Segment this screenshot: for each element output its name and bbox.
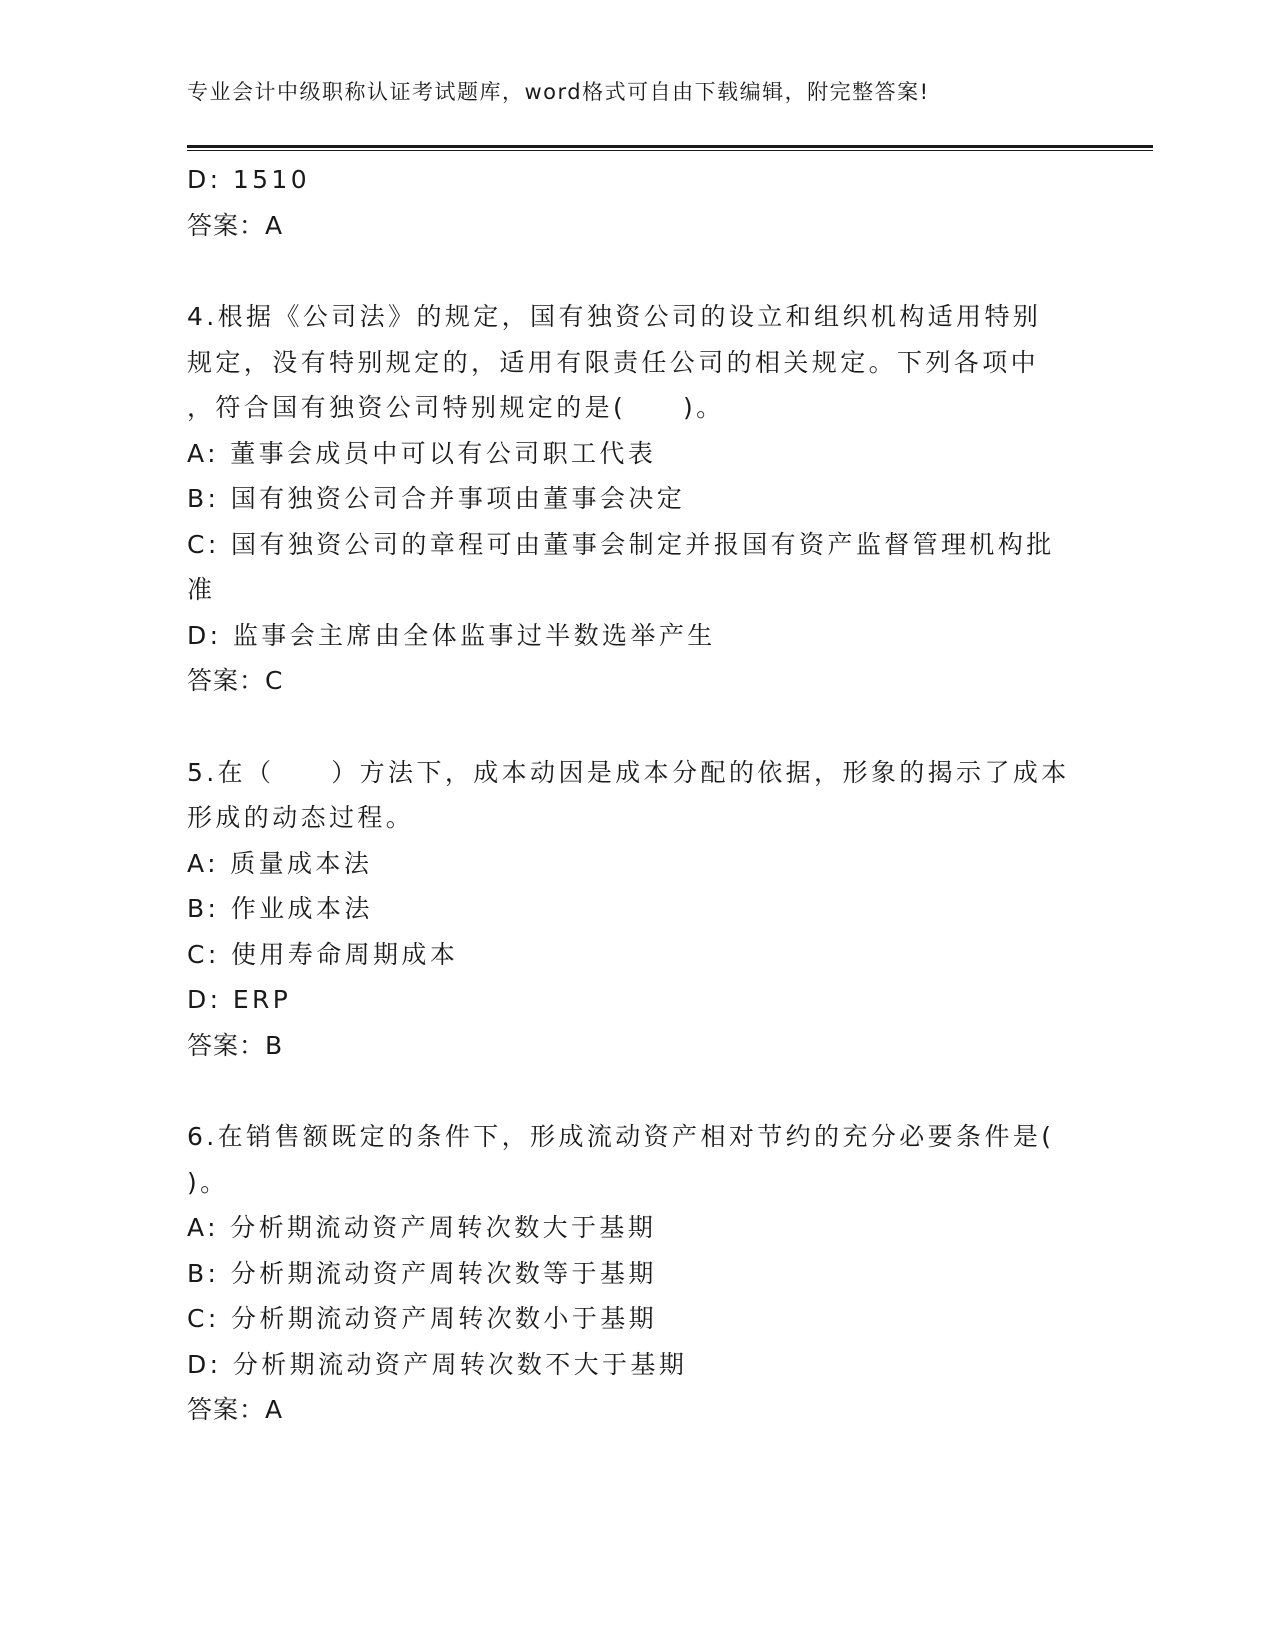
option-a: A: 分析期流动资产周转次数大于基期: [187, 1213, 657, 1242]
page-header: 专业会计中级职称认证考试题库，word格式可自由下载编辑，附完整答案!: [187, 80, 930, 104]
option-a: A: 质量成本法: [187, 848, 373, 878]
option-b: B: 作业成本法: [187, 894, 373, 923]
option-d: D: 监事会主席由全体监事过半数选举产生: [187, 620, 716, 650]
question-stem: ，符合国有独资公司特别规定的是( )。: [187, 393, 725, 422]
option-c: C: 国有独资公司的章程可由董事会制定并报国有资产监督管理机构批: [187, 529, 1055, 559]
option-c: C: 使用寿命周期成本: [187, 939, 459, 969]
question-stem: 5.在（ ）方法下，成本动因是成本分配的依据，形象的揭示了成本: [187, 757, 1070, 787]
option-c: C: 分析期流动资产周转次数小于基期: [187, 1304, 658, 1333]
question-stem: 6.在销售额既定的条件下，形成流动资产相对节约的充分必要条件是(: [187, 1122, 1055, 1151]
question-6: [187, 1114, 1067, 1433]
question-4: [187, 294, 1067, 704]
question-stem: 形成的动态过程。: [187, 803, 415, 832]
option-b: B: 国有独资公司合并事项由董事会决定: [187, 484, 686, 513]
option-b: B: 分析期流动资产周转次数等于基期: [187, 1258, 657, 1288]
question-5: [187, 750, 1070, 1069]
question-content: [187, 157, 1070, 1433]
answer-line: 答案：A: [187, 210, 284, 240]
question-stem: 规定，没有特别规定的，适用有限责任公司的相关规定。下列各项中: [187, 347, 1040, 377]
answer-line: 答案：B: [187, 1030, 284, 1060]
question-3-tail: [187, 157, 1067, 248]
answer-line: 答案：C: [187, 666, 284, 695]
spacer: [187, 1068, 1067, 1114]
option-d: D: ERP: [187, 985, 292, 1014]
spacer: [187, 248, 1067, 294]
answer-line: 答案：A: [187, 1395, 284, 1424]
spacer: [187, 704, 1067, 750]
header-rule-thick: [187, 145, 1153, 148]
question-stem: )。: [187, 1167, 229, 1197]
option-a: A: 董事会成员中可以有公司职工代表: [187, 438, 657, 468]
option-c-continued: 准: [187, 575, 216, 604]
option-d: D: 1510: [187, 165, 311, 194]
question-stem: 4.根据《公司法》的规定，国有独资公司的设立和组织机构适用特别: [187, 302, 1042, 331]
option-d: D: 分析期流动资产周转次数不大于基期: [187, 1349, 688, 1379]
header-rule-thin: [187, 150, 1153, 151]
